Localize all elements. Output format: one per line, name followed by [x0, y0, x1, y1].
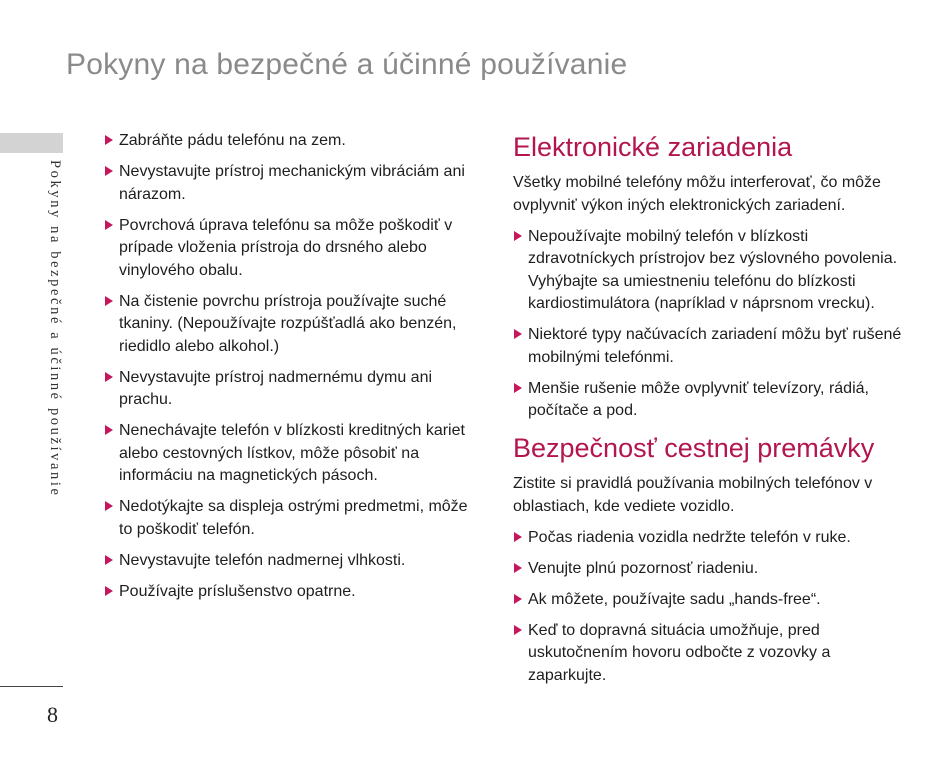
section-heading-electronics: Elektronické zariadenia [513, 132, 793, 162]
bullet-arrow-icon [105, 296, 113, 306]
list-item: Používajte príslušenstvo opatrne. [104, 581, 482, 604]
page-title: Pokyny na bezpečné a účinné používanie [66, 48, 628, 81]
list-item: Na čistenie povrchu prístroja používajte suché tkaniny. (Nepoužívajte rozpúšťadlá ako benzén, riedidlo alebo alkohol.) [104, 291, 482, 359]
list-item: Nepoužívajte mobilný telefón v blízkosti zdravotníckych prístrojov bez výslovného povolenia. Vyhýbajte sa umiestneniu telefónu do blízkosti kardiostimulátora (napríklad v náprsnom vrecku). [513, 226, 903, 316]
bullet-arrow-icon [105, 555, 113, 565]
list-item: Nevystavujte telefón nadmernej vlhkosti. [104, 550, 482, 573]
bullet-arrow-icon [514, 594, 522, 604]
section-intro: Zistite si pravidlá používania mobilných telefónov v oblastiach, kde vediete vozidlo. [513, 475, 873, 515]
list-item: Venujte plnú pozornosť riadeniu. [513, 558, 903, 581]
care-guidelines-list [104, 130, 482, 603]
list-item: Počas riadenia vozidla nedržte telefón v ruke. [513, 527, 903, 550]
bullet-arrow-icon [514, 231, 522, 241]
bullet-arrow-icon [514, 532, 522, 542]
bullet-arrow-icon [105, 501, 113, 511]
section-intro: Všetky mobilné telefóny môžu interferovať, čo môže ovplyvniť výkon iných elektronických zariadení. [513, 174, 881, 214]
list-item: Nenechávajte telefón v blízkosti kreditných kariet alebo cestovných lístkov, môže pôsobiť na informáciu na magnetických pásoch. [104, 420, 482, 488]
list-item: Menšie rušenie môže ovplyvniť televízory, rádiá, počítače a pod. [513, 378, 903, 423]
list-item: Nevystavujte prístroj mechanickým vibráciám ani nárazom. [104, 161, 482, 206]
list-item: Ak môžete, používajte sadu „hands-free“. [513, 589, 903, 612]
footer-divider [0, 686, 63, 687]
bullet-arrow-icon [514, 383, 522, 393]
bullet-arrow-icon [105, 372, 113, 382]
road-safety-list [513, 527, 903, 688]
list-item: Nedotýkajte sa displeja ostrými predmetmi, môže to poškodiť telefón. [104, 496, 482, 541]
electronics-list [513, 226, 903, 423]
electronics-section [513, 130, 903, 423]
bullet-arrow-icon [105, 425, 113, 435]
bullet-arrow-icon [514, 329, 522, 339]
side-tab-marker [0, 133, 63, 153]
side-section-label: Pokyny na bezpečné a účinné používanie [47, 160, 63, 498]
road-safety-section [513, 431, 903, 687]
bullet-arrow-icon [514, 563, 522, 573]
list-item: Keď to dopravná situácia umožňuje, pred uskutočnením hovoru odbočte z vozovky a zaparkujte. [513, 620, 903, 688]
list-item: Nevystavujte prístroj nadmernému dymu ani prachu. [104, 367, 482, 412]
left-column [104, 130, 482, 612]
list-item: Zabráňte pádu telefónu na zem. [104, 130, 482, 153]
bullet-arrow-icon [105, 586, 113, 596]
bullet-arrow-icon [105, 166, 113, 176]
bullet-arrow-icon [105, 135, 113, 145]
bullet-arrow-icon [514, 625, 522, 635]
right-column [513, 130, 903, 696]
bullet-arrow-icon [105, 220, 113, 230]
list-item: Povrchová úprava telefónu sa môže poškodiť v prípade vloženia prístroja do drsného alebo vinylového obalu. [104, 215, 482, 283]
list-item: Niektoré typy načúvacích zariadení môžu byť rušené mobilnými telefónmi. [513, 324, 903, 369]
section-heading-road-safety: Bezpečnosť cestnej premávky [513, 433, 875, 463]
page-number: 8 [47, 702, 58, 727]
